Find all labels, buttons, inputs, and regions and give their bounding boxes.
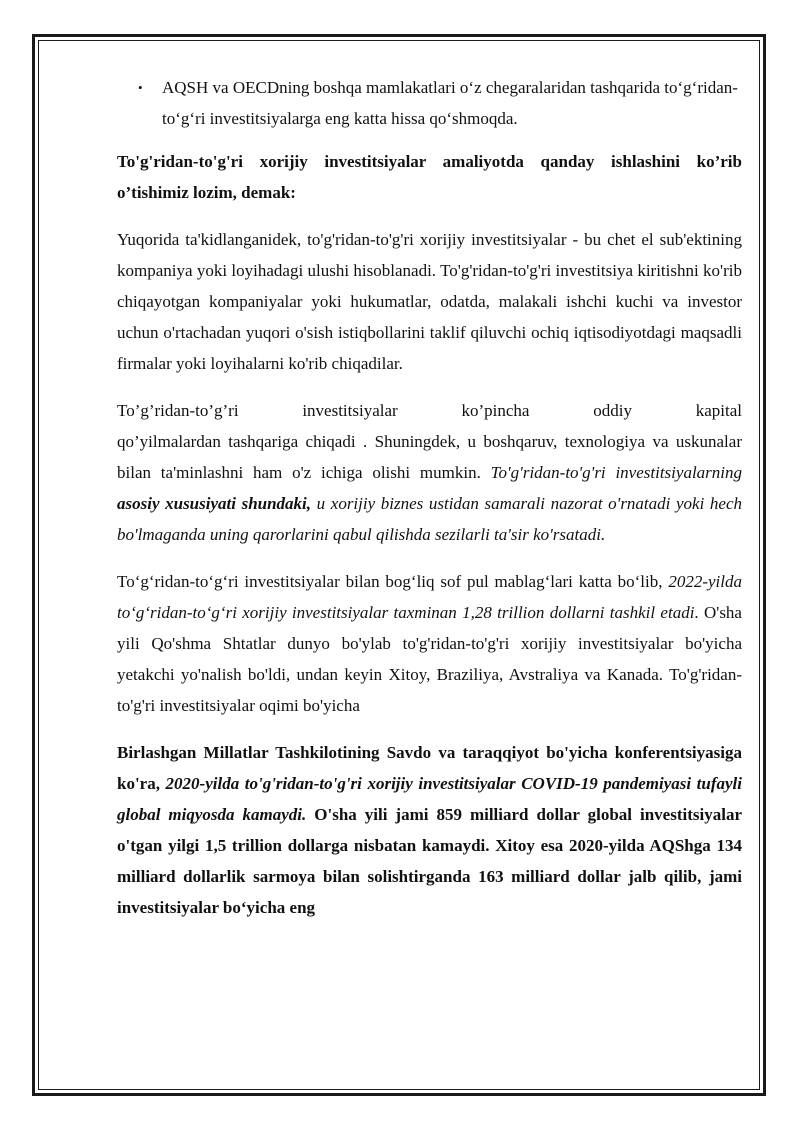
paragraph-4-text-1: Birlashgan Millatlar Tashkilotining Savdo va taraqqiyot bo'yicha konferentsiyasiga ko'ra, — [117, 743, 742, 793]
paragraph-1: Yuqorida ta'kidlanganidek, to'g'ridan-to'g'ri xorijiy investitsiyalar - bu chet el sub'ektining kompaniya yoki loyihadagi ulushi hisoblanadi. To'g'ridan-to'g'ri investitsiya kiritishni ko'rib chiqayotgan kompaniyalar yoki hukumatlar, odatda, malakali ishchi kuchi va investor uchun o'rtachadan yuqori o'sish istiqbollarini taklif qiluvchi ochiq iqtisodiyotdagi maqsadli firmalar yoki loyihalarni ko'rib chiqadilar. — [117, 230, 742, 373]
paragraph-3-text-1: To‘g‘ridan-to‘g‘ri investitsiyalar bilan bog‘liq sof pul mablag‘lari katta bo‘lib, — [117, 572, 669, 591]
paragraph-2-bold-italic: asosiy xususiyati shundaki, — [117, 494, 312, 513]
section-heading: To'g'ridan-to'g'ri xorijiy investitsiyalar amaliyotda qanday ishlashini ko’rib o’tishimiz lozim, demak: — [117, 152, 742, 202]
bullet-list-item — [117, 72, 742, 134]
bullet-text: AQSH va OECDning boshqa mamlakatlari o‘z chegaralaridan tashqarida to‘g‘ridan-to‘g‘ri investitsiyalarga eng katta hissa qo‘shmoqda. — [162, 78, 738, 128]
paragraph-2 — [117, 395, 742, 550]
paragraph-3 — [117, 566, 742, 721]
paragraph-4-text-2: O'sha yili jami 859 milliard dollar global investitsiyalar o'tgan yilgi 1,5 trillion dollarga nisbatan kamaydi. Xitoy esa 2020-yilda AQShga 134 milliard dollarlik sarmoya bilan solishtirganda 163 milliard dollar jalb qilib, jami investitsiyalar bo‘yicha eng — [117, 805, 742, 917]
paragraph-2-line-1: To’g’ridan-to’g’ri investitsiyalar ko’pincha oddiy kapital — [117, 401, 742, 420]
paragraph-2-text: qo’yilmalardan tashqariga chiqadi . Shuningdek, u boshqaruv, texnologiya va uskunalar bilan ta'minlashni ham o'z ichiga olishi mumkin. — [117, 432, 742, 482]
document-body — [117, 72, 742, 939]
paragraph-3-italic: 2022-yilda to‘g‘ridan-to‘g‘ri xorijiy investitsiyalar taxminan 1,28 trillion dollarni tashkil etadi — [117, 572, 742, 622]
paragraph-4 — [117, 737, 742, 923]
paragraph-4-italic: 2020-yilda to'g'ridan-to'g'ri xorijiy investitsiyalar COVID-19 pandemiyasi tufayli global miqyosda kamaydi. — [117, 774, 742, 824]
paragraph-2-italic-2: u xorijiy biznes ustidan samarali nazorat o'rnatadi yoki hech bo'lmaganda uning qarorlarini qabul qilishda sezilarli ta'sir ko'rsatadi. — [117, 494, 743, 544]
paragraph-3-text-2: . O'sha yili Qo'shma Shtatlar dunyo bo'ylab to'g'ridan-to'g'ri xorijiy investitsiyalar bo'yicha yetakchi yo'nalish bo'ldi, undan keyin Xitoy, Braziliya, Avstraliya va Kanada. To'g'ridan-to'g'ri investitsiyalar oqimi bo'yicha — [117, 603, 742, 715]
bullet-marker: • — [138, 80, 143, 95]
paragraph-2-italic-1: To'g'ridan-to'g'ri investitsiyalarning — [490, 463, 743, 482]
